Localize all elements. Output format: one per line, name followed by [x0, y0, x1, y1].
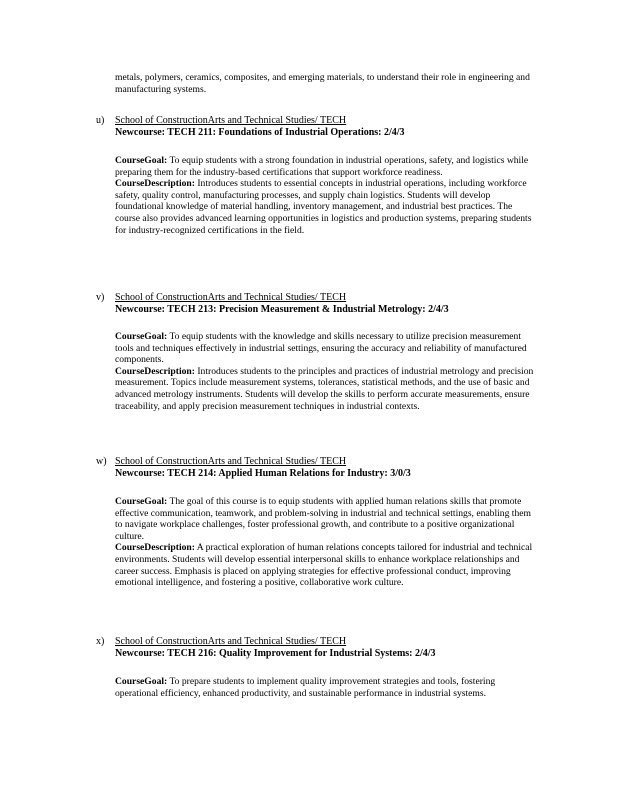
list-marker: u) [96, 115, 105, 126]
school-heading: School of ConstructionArts and Technical Studies/ TECH [115, 292, 347, 303]
description-text: Introduces students to essential concepts in industrial operations, including workforce safety, quality control, manufacturing processes, and supply chain logistics. Students will develop foundational knowledge of material handling, inventory management, and industrial best practices. The course also provides advanced learning opportunities in logistics and production systems, preparing students for industry-recognized certifications in the field. [115, 178, 532, 236]
course-goal [115, 496, 535, 542]
description-text: A practical exploration of human relations concepts tailored for industrial and technical environments. Students will develop essential interpersonal skills to enhance workplace relationships and career success. Emphasis is placed on applying strategies for effective professional conduct, improving emotional intelligence, and fostering a positive, collaborative work culture. [115, 542, 533, 589]
goal-label: CourseGoal: [115, 496, 168, 507]
course-title: Newcourse: TECH 216: Quality Improvement for Industrial Systems: 2/4/3 [115, 647, 436, 659]
description-text: Introduces students to the principles and practices of industrial metrology and precision measurement. Topics include measurement systems, tolerances, statistical methods, and the use of basic and advanced metrology instruments. Students will develop the skills to perform accurate measurements, ensure traceability, and apply precision measurement techniques in industrial contexts. [115, 365, 534, 412]
goal-label: CourseGoal: [115, 331, 168, 342]
course-title: Newcourse: TECH 214: Applied Human Relations for Industry: 3/0/3 [115, 467, 411, 479]
goal-text: To equip students with a strong foundation in industrial operations, safety, and logistics while preparing them for the industry-based certifications that support workforce readiness. [115, 155, 529, 178]
list-marker: w) [96, 456, 107, 467]
goal-text: To equip students with the knowledge and skills necessary to utilize precision measurement tools and techniques effectively in industrial settings, ensuring the accuracy and reliability of manufactured components. [115, 331, 527, 366]
course-details-w [115, 496, 535, 589]
goal-label: CourseGoal: [115, 155, 168, 166]
course-goal [115, 676, 535, 699]
course-details-x [115, 676, 535, 699]
school-heading: School of ConstructionArts and Technical Studies/ TECH [115, 115, 347, 126]
school-heading: School of ConstructionArts and Technical Studies/ TECH [115, 636, 347, 647]
course-description [115, 542, 535, 588]
intro-paragraph: metals, polymers, ceramics, composites, and emerging materials, to understand their role in engineering and manufacturing systems. [115, 72, 530, 95]
course-details-u [115, 155, 535, 236]
goal-text: The goal of this course is to equip students with applied human relations skills that promote effective communication, teamwork, and problem-solving in industrial and technical settings, enabling them to navigate workplace challenges, foster professional growth, and contribute to a positive organizational culture. [115, 496, 531, 542]
description-label: CourseDescription: [115, 178, 195, 190]
course-title: Newcourse: TECH 213: Precision Measurement & Industrial Metrology: 2/4/3 [115, 303, 449, 315]
description-label: CourseDescription: [115, 542, 195, 554]
goal-label: CourseGoal: [115, 676, 168, 687]
description-label: CourseDescription: [115, 365, 195, 377]
course-description [115, 366, 535, 412]
course-description [115, 178, 535, 236]
goal-text: To prepare students to implement quality improvement strategies and tools, fostering operational efficiency, enhanced productivity, and sustainable performance in industrial systems. [115, 676, 496, 699]
course-goal [115, 155, 535, 178]
list-marker: v) [96, 292, 105, 303]
course-details-v [115, 331, 535, 412]
course-goal [115, 331, 535, 366]
course-title: Newcourse: TECH 211: Foundations of Industrial Operations: 2/4/3 [115, 126, 405, 138]
list-marker: x) [96, 636, 105, 647]
school-heading: School of ConstructionArts and Technical Studies/ TECH [115, 456, 347, 467]
